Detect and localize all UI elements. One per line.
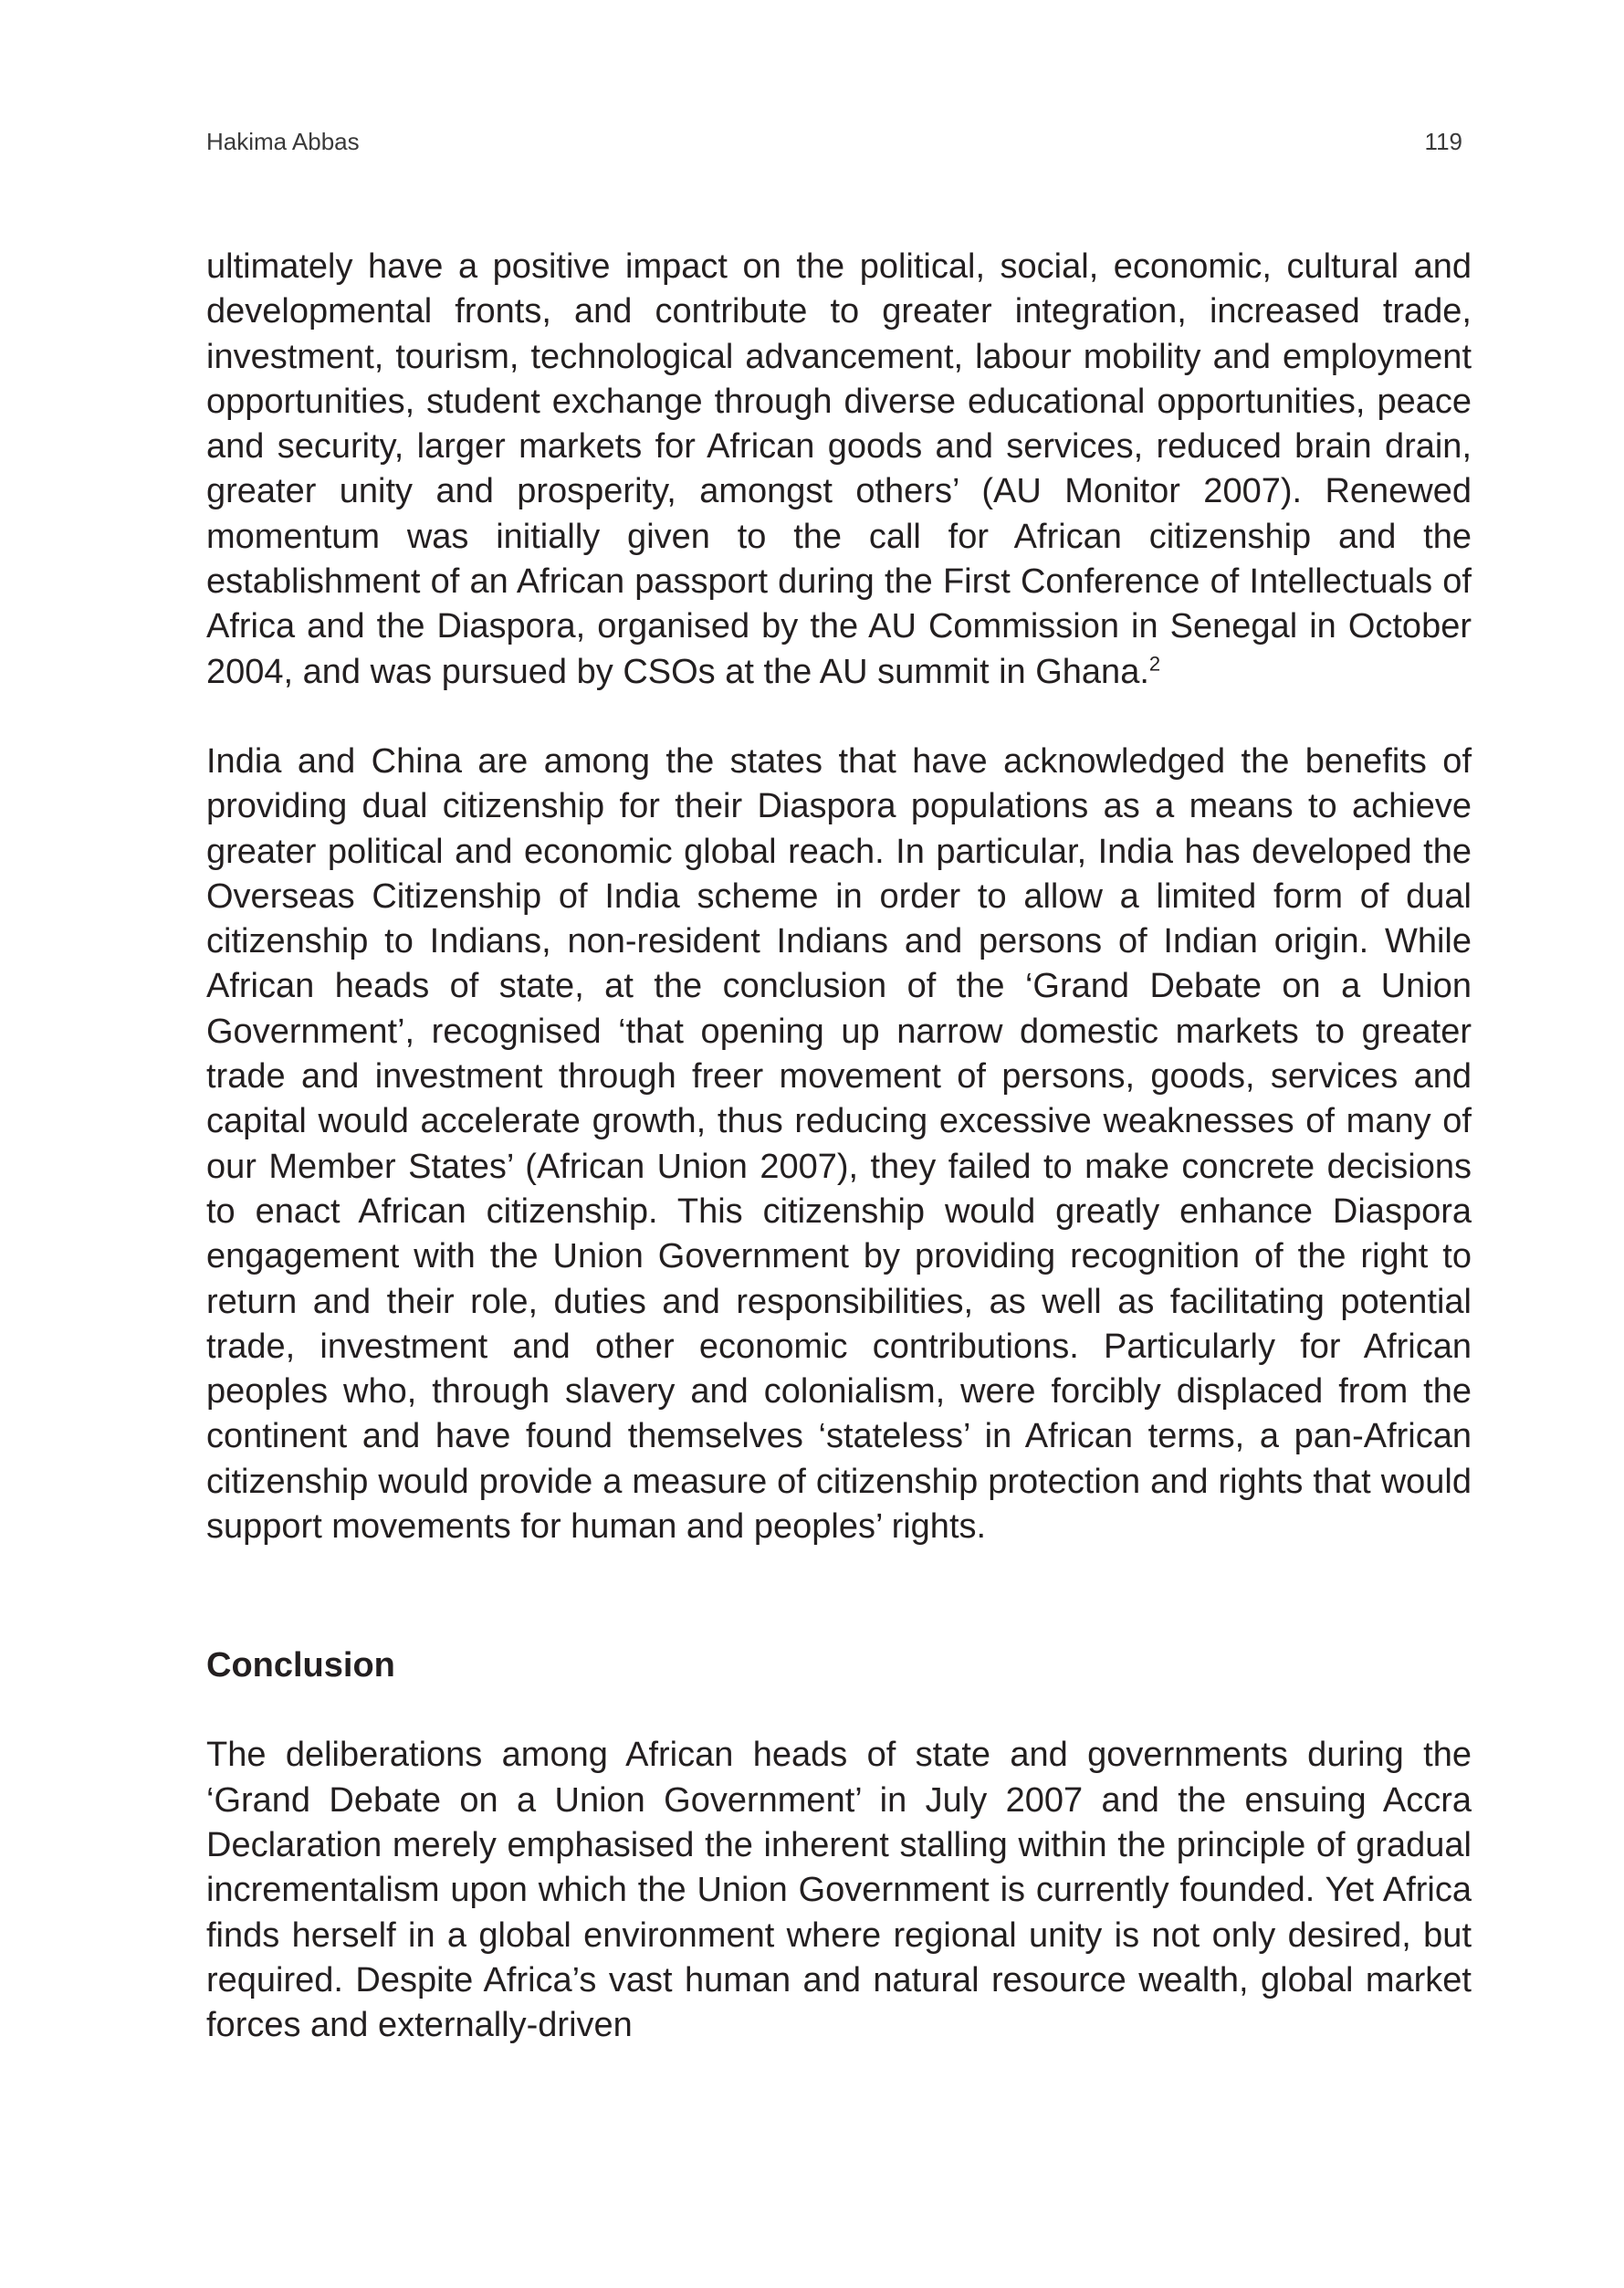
footnote-marker: 2 [1148,652,1161,676]
running-header [206,126,1462,157]
paragraph-2: India and China are among the states that have acknowledged the benefits of providing dual citizenship for their Diaspora populations as a means to achieve greater political and economic global reach. In particular, India has developed the Overseas Citizenship of India scheme in order to allow a limited form of dual citizenship to Indians, non-resident Indians and persons of Indian origin. While African heads of state, at the conclusion of the ‘Grand Debate on a Union Government’, recognised ‘that opening up narrow domestic markets to greater trade and investment through freer movement of persons, goods, services and capital would accelerate growth, thus reducing excessive weaknesses of many of our Member States’ (African Union 2007), they failed to make concrete decisions to enact African citizenship. This citizenship would greatly enhance Diaspora engagement with the Union Government by providing recognition of the right to return and their role, duties and responsibilities, as well as facilitating potential trade, investment and other economic contributions. Particularly for African peoples who, through slavery and colonialism, were forcibly displaced from the continent and have found themselves ‘stateless’ in African terms, a pan-African citizenship would provide a measure of citizenship protection and rights that would support movements for human and peoples’ rights. [206,741,1472,1547]
paragraph-1 [206,245,1472,695]
paragraph-3: The deliberations among African heads of state and governments during the ‘Grand Debate on a Union Government’ in July 2007 and the ensuing Accra Declaration merely emphasised the inherent stalling within the principle of gradual incrementalism upon which the Union Government is currently founded. Yet Africa finds herself in a global environment where regional unity is not only desired, but required. Despite Africa’s vast human and natural resource wealth, global market forces and externally-driven [206,1736,1472,2045]
paragraph-1-text: ultimately have a positive impact on the political, social, economic, cultural and developmental fronts, and contribute to greater integration, increased trade, investment, tourism, technological advancement, labour mobility and employment opportunities, student exchange through diverse educational opportunities, peace and security, larger markets for African goods and services, reduced brain drain, greater unity and prosperity, amongst others’ (AU Monitor 2007). Renewed momentum was initially given to the call for African citizenship and the establishment of an African passport during the First Conference of Intellectuals of Africa and the Diaspora, organised by the AU Commission in Senegal in October 2004, and was pursued by CSOs at the AU summit in Ghana. [206,247,1472,691]
section-heading-conclusion: Conclusion [206,1646,395,1685]
page-number: 119 [1424,128,1462,155]
running-header-author: Hakima Abbas [206,128,360,155]
body-text [206,245,1472,2048]
